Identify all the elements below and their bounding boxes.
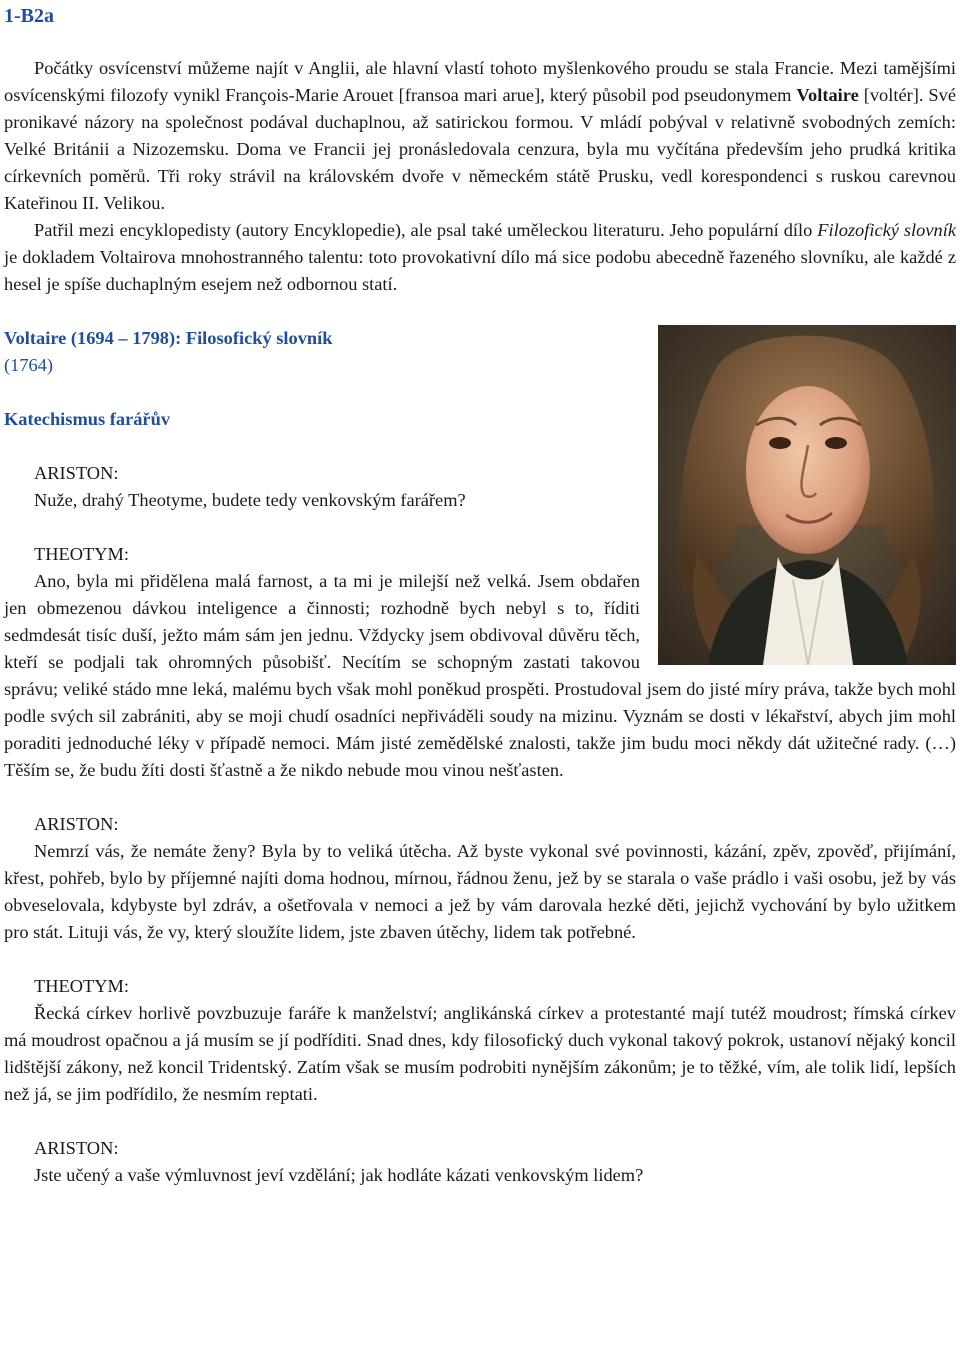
voltaire-name: Voltaire (796, 85, 859, 105)
intro-text-a: Počátky osvícenství můžeme najít v Anglii, ale hlavní vlastí tohoto myšlenkového proudu se stala Francie. Mezi tamějšími osvícenskými filozofy vynikl François-Marie Arouet [fransoa mari arue], který působil pod pseudonymem (4, 58, 956, 105)
dialogue-speaker: THEOTYM: (34, 976, 130, 996)
dialogue-speaker: ARISTON: (34, 814, 119, 834)
dialogue-line: Nemrzí vás, že nemáte ženy? Byla by to veliká útěcha. Až byste vykonal své povinnosti, kázání, zpěv, zpověď, přijímání, křest, pohřeb, bylo by příjemné najíti doma hodnou, mírnou, řádnou ženu, jež by se starala o vaše prádlo i vaši osobu, jež by vás obveselovala, kdybyste byl zdráv, a ošetřovala v nemoci a jež by vám darovala hezké děti, jejichž vychování by bylo užitkem pro stát. Lituji vás, že vy, který sloužíte lidem, jste zbaven útěchy, lidem tak potřebné. (4, 841, 956, 942)
voltaire-portrait (658, 325, 956, 665)
intro-paragraph-1 (4, 55, 956, 217)
dialogue-speaker: THEOTYM: (34, 544, 130, 564)
intro-paragraph-2 (4, 217, 956, 298)
intro-text-b: [voltér]. Své pronikavé názory na společnost podával duchaplnou, až satirickou formou. V mládí pobýval v relativně svobodných zemích: Velké Británii a Nizozemsku. Doma ve Francii jej pronásledovala cenzura, byla mu vyčítána především jeho prudká kritika církevních poměrů. Tři roky strávil na královském dvoře v německém státě Prusku, vedl korespondenci s ruskou carevnou Kateřinou II. Velikou. (4, 85, 956, 213)
dialogue-line: Nuže, drahý Theotyme, budete tedy venkovským farářem? (34, 490, 466, 510)
dialogue-line: Ano, byla mi přidělena malá farnost, a ta mi je milejší než velká. Jsem obdařen jen obmezenou dávkou inteligence a činnosti; rozhodně bych nebyl s to, říditi sedmdesát tisíc duší, ježto mám sám jen jednu. Vždycky jsem obdivoval důvěru těch, kteří se podjali tak ohromných působišť. Necítím se schopným zastati takovou správu; veliké stádo mne leká, malému bych však mohl poněkud prospěti. Prostudoval jsem do jisté míry práva, takže bych mohl podle svých sil zabrániti, aby se moji chudí osadníci nepřiváděli soudy na mizinu. Vyznám se dosti v lékařství, abych jim mohl poraditi jednoduché léky v případě nemoci. Mám jisté zemědělské znalosti, takže jim budu moci někdy dát užitečné rady. (…) Těším se, že budu žíti dosti šťastně a že nikdo nebude mou vinou nešťasten. (4, 571, 956, 780)
work-title-italic: Filozofický slovník (817, 220, 956, 240)
section-heading: Katechismus farářův (4, 409, 171, 429)
intro2-text-b: je dokladem Voltairova mnohostranného talentu: toto provokativní dílo má sice podobu abecedně řazeného slovníku, ale každé z hesel je spíše duchaplným esejem než odbornou statí. (4, 247, 956, 294)
dialogue-speaker: ARISTON: (34, 1138, 119, 1158)
page-label: 1-B2a (4, 5, 54, 27)
work-heading: Voltaire (1694 – 1798): Filosofický slovník (4, 328, 333, 348)
document-body (4, 55, 956, 1189)
dialogue-line: Jste učený a vaše výmluvnost jeví vzdělání; jak hodláte kázati venkovským lidem? (34, 1165, 644, 1185)
intro2-text-a: Patřil mezi encyklopedisty (autory Encyklopedie), ale psal také uměleckou literaturu. Jeho populární dílo (34, 220, 818, 240)
dialogue-speaker: ARISTON: (34, 463, 119, 483)
work-year: (1764) (4, 355, 54, 375)
dialogue-line: Řecká církev horlivě povzbuzuje faráře k manželství; anglikánská církev a protestanté mají tutéž moudrost; římská církev má moudrost opačnou a já musím se jí podříditi. Snad dnes, kdy filosofický duch vykonal takový pokrok, ustanoví nějaký koncil lidštější zákony, než koncil Tridentský. Zatím však se musím podrobiti nynějším zákonům; je to těžké, vím, ale tolik lidí, lepších než já, se jim podřídilo, že nesmím reptati. (4, 1003, 956, 1104)
